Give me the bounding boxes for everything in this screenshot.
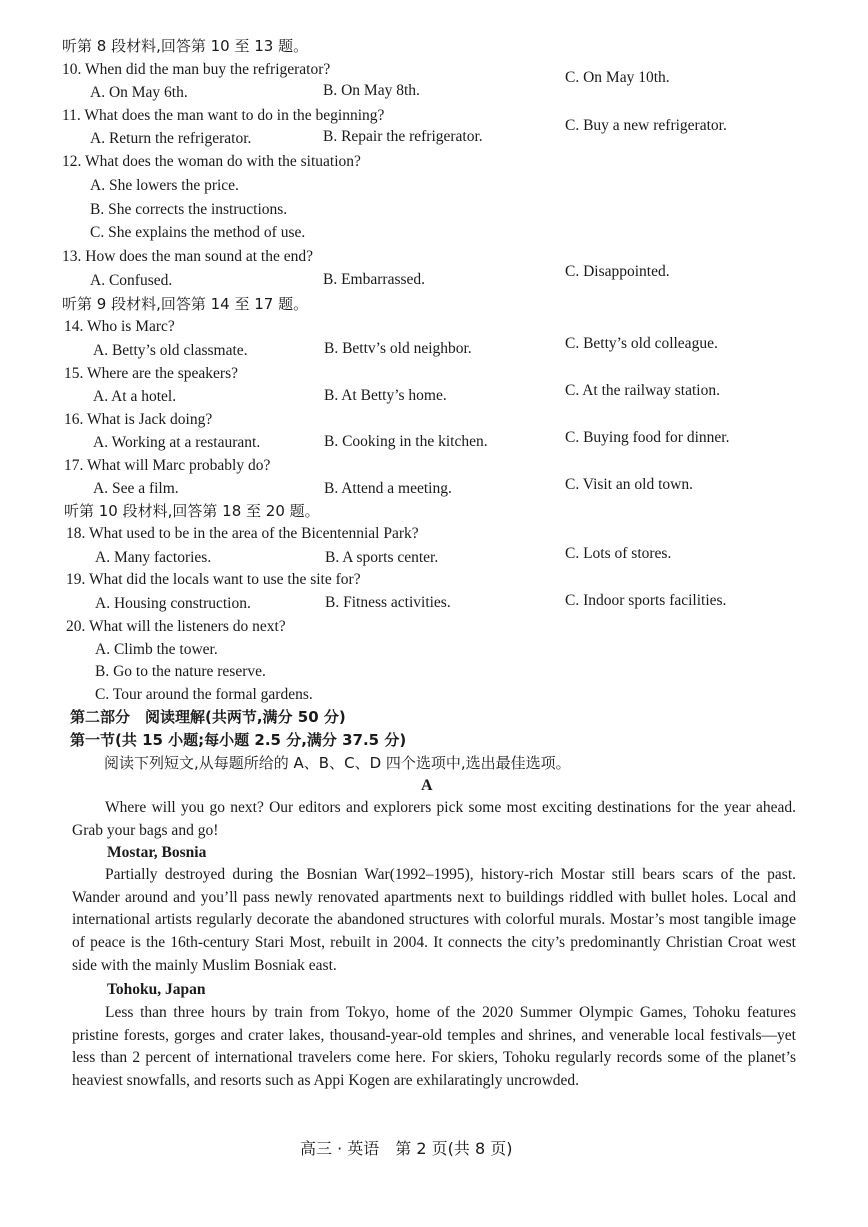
question-16-option-a: A. Working at a restaurant.	[93, 434, 261, 451]
question-14-option-a: A. Betty’s old classmate.	[93, 342, 248, 359]
page-footer: 高三 · 英语 第 2 页(共 8 页)	[300, 1139, 513, 1158]
tohoku-heading: Tohoku, Japan	[107, 981, 206, 998]
question-10-option-b: B. On May 8th.	[323, 82, 420, 99]
mostar-paragraph: Partially destroyed during the Bosnian War(1992–1995), history-rich Mostar still bears scars of the past. Wander around and you’ll pass newly renovated apartments next to buildings riddled with bullet holes. Local and international artists regularly decorate the abandoned structures with colorful murals. Mostar’s most tangible image of peace is the 16th-century Stari Most, rebuilt in 2004. It connects the city’s predominantly Christian Croat west side with the mainly Muslim Bosniak east.	[72, 866, 796, 974]
question-20-option-c: C. Tour around the formal gardens.	[95, 686, 313, 703]
question-20-option-b: B. Go to the nature reserve.	[95, 663, 266, 680]
passage-letter: A	[421, 777, 433, 794]
question-13-stem: 13. How does the man sound at the end?	[62, 248, 313, 265]
question-11-option-c: C. Buy a new refrigerator.	[565, 117, 727, 134]
question-12-option-a: A. She lowers the price.	[90, 177, 239, 194]
question-13-option-b: B. Embarrassed.	[323, 271, 426, 288]
question-15-option-b: B. At Betty’s home.	[324, 387, 447, 404]
reading-instruction: 阅读下列短文,从每题所给的 A、B、C、D 四个选项中,选出最佳选项。	[104, 754, 571, 772]
part-two-title: 第二部分 阅读理解(共两节,满分 50 分)	[70, 708, 346, 726]
mostar-heading: Mostar, Bosnia	[107, 844, 207, 861]
section-8-header: 听第 8 段材料,回答第 10 至 13 题。	[62, 37, 309, 55]
question-18-option-b: B. A sports center.	[325, 549, 439, 566]
question-10-option-a: A. On May 6th.	[90, 84, 188, 101]
question-10-option-c: C. On May 10th.	[565, 69, 670, 86]
question-15-option-a: A. At a hotel.	[93, 388, 177, 405]
question-18-option-c: C. Lots of stores.	[565, 545, 672, 562]
question-10-stem: 10. When did the man buy the refrigerator?	[62, 61, 331, 78]
question-14-option-b: B. Bettv’s old neighbor.	[324, 340, 472, 357]
question-18-option-a: A. Many factories.	[95, 549, 212, 566]
question-18-stem: 18. What used to be in the area of the Bicentennial Park?	[66, 525, 419, 542]
question-13-option-c: C. Disappointed.	[565, 263, 670, 280]
section-9-header: 听第 9 段材料,回答第 14 至 17 题。	[62, 295, 309, 313]
question-12-option-b: B. She corrects the instructions.	[90, 201, 288, 218]
question-15-stem: 15. Where are the speakers?	[64, 365, 238, 382]
section-10-header: 听第 10 段材料,回答第 18 至 20 题。	[64, 502, 320, 520]
question-15-option-c: C. At the railway station.	[565, 382, 720, 399]
question-16-option-c: C. Buying food for dinner.	[565, 429, 730, 446]
question-19-option-a: A. Housing construction.	[95, 595, 251, 612]
question-17-option-b: B. Attend a meeting.	[324, 480, 452, 497]
section-one-title: 第一节(共 15 小题;每小题 2.5 分,满分 37.5 分)	[70, 731, 407, 749]
question-14-stem: 14. Who is Marc?	[64, 318, 175, 335]
tohoku-paragraph: Less than three hours by train from Tokyo, home of the 2020 Summer Olympic Games, Tohoku features pristine forests, gorges and crater lakes, thousand-year-old temples and shrines, and venerable local festivals—yet less than 2 percent of international travelers come here. For skiers, Tohoku regularly records some of the planet’s heaviest snowfalls, and resorts such as Appi Kogen are exhilaratingly uncrowded.	[72, 1004, 796, 1090]
question-19-option-c: C. Indoor sports facilities.	[565, 592, 727, 609]
question-12-option-c: C. She explains the method of use.	[90, 224, 306, 241]
question-11-option-a: A. Return the refrigerator.	[90, 130, 252, 147]
question-11-option-b: B. Repair the refrigerator.	[323, 128, 483, 145]
question-20-stem: 20. What will the listeners do next?	[66, 618, 286, 635]
passage-intro: Where will you go next? Our editors and explorers pick some most exciting destinations for the year ahead. Grab your bags and go!	[72, 799, 796, 839]
question-19-option-b: B. Fitness activities.	[325, 594, 451, 611]
question-20-option-a: A. Climb the tower.	[95, 641, 218, 658]
question-17-option-a: A. See a film.	[93, 480, 179, 497]
question-13-option-a: A. Confused.	[90, 272, 173, 289]
question-11-stem: 11. What does the man want to do in the beginning?	[62, 107, 385, 124]
question-17-option-c: C. Visit an old town.	[565, 476, 693, 493]
question-16-option-b: B. Cooking in the kitchen.	[324, 433, 488, 450]
question-14-option-c: C. Betty’s old colleague.	[565, 335, 718, 352]
question-19-stem: 19. What did the locals want to use the site for?	[66, 571, 361, 588]
question-16-stem: 16. What is Jack doing?	[64, 411, 213, 428]
question-17-stem: 17. What will Marc probably do?	[64, 457, 271, 474]
question-12-stem: 12. What does the woman do with the situation?	[62, 153, 361, 170]
